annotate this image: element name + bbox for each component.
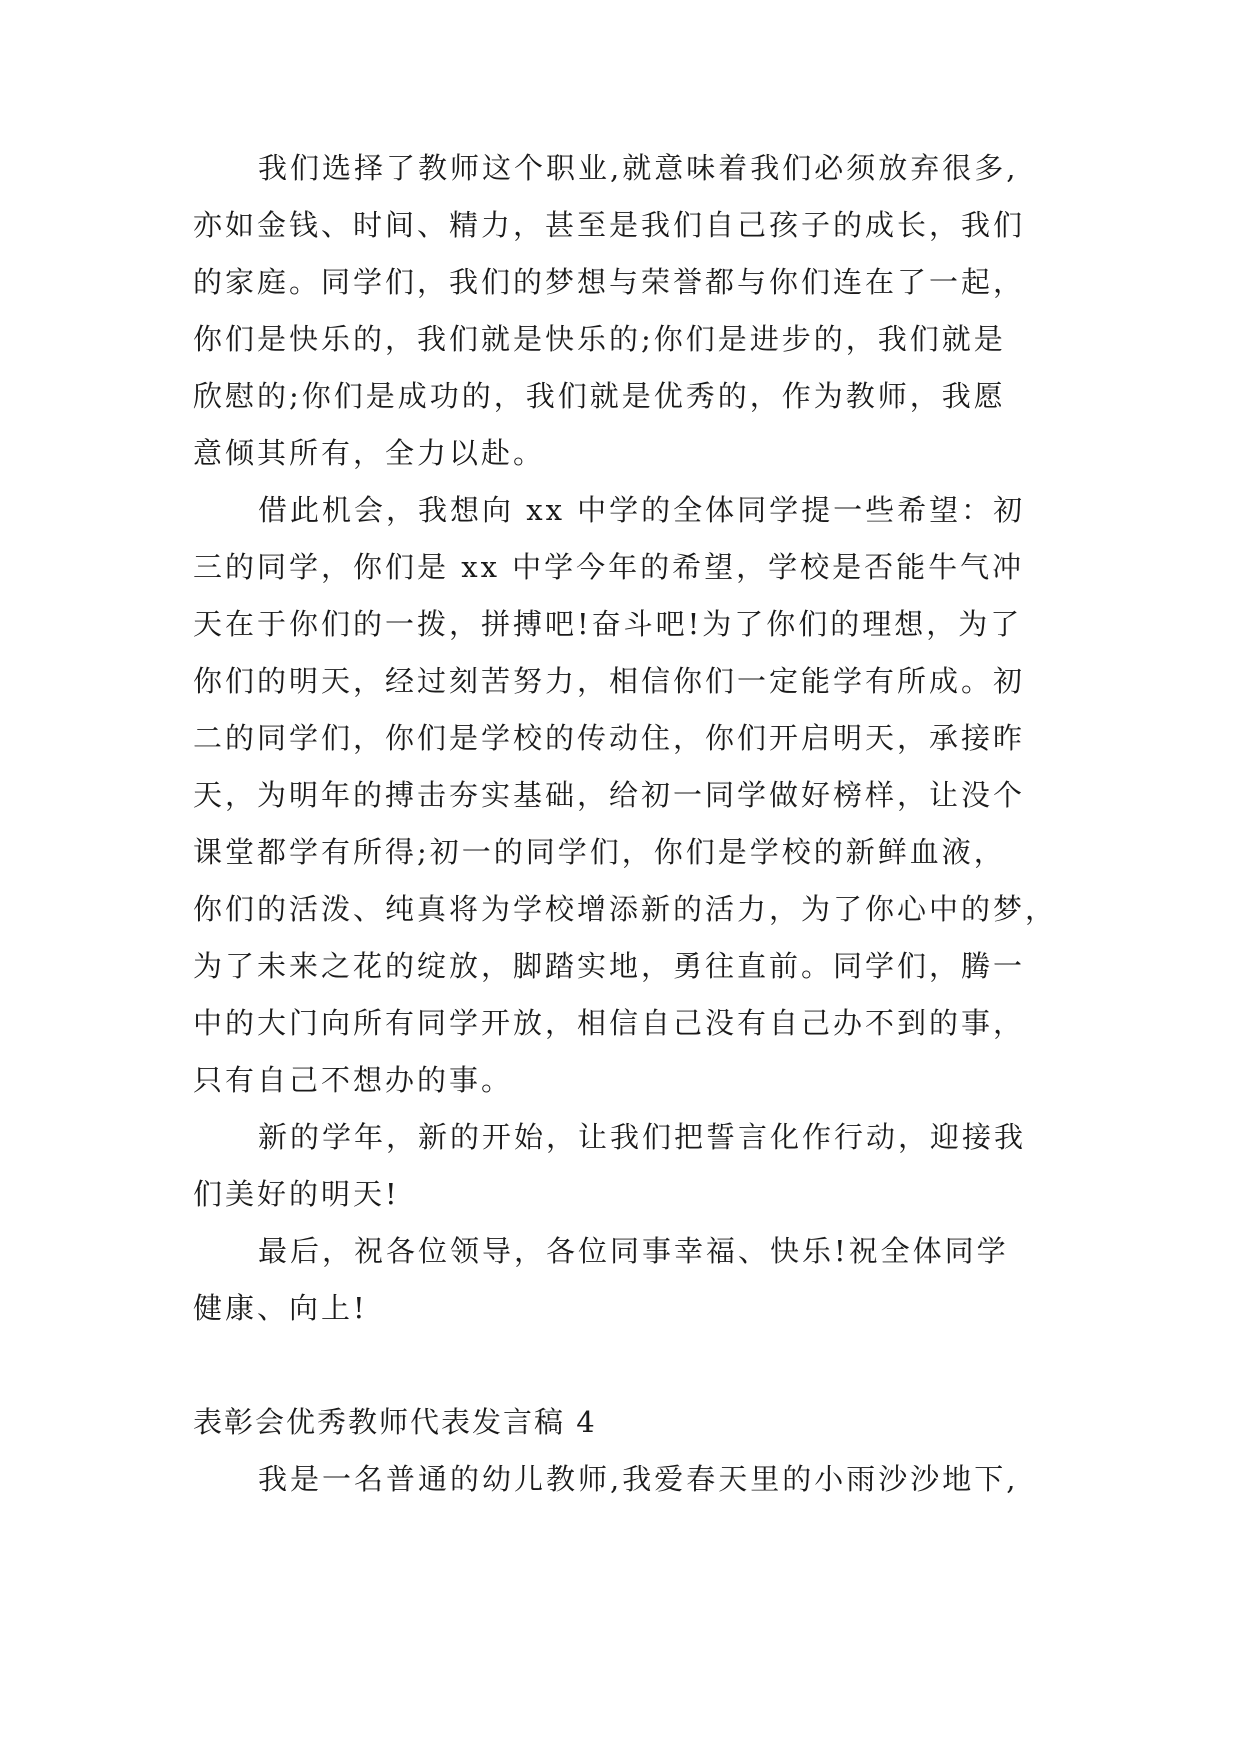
paragraph-line: 你们的明天，经过刻苦努力，相信你们一定能学有所成。初	[193, 664, 1026, 698]
paragraph-line: 课堂都学有所得;初一的同学们，你们是学校的新鲜血液，	[193, 835, 1006, 869]
paragraph-line: 为了未来之花的绽放，脚踏实地，勇往直前。同学们，腾一	[193, 949, 1026, 983]
paragraph-line: 们美好的明天!	[193, 1177, 400, 1211]
paragraph-line: 天，为明年的搏击夯实基础，给初一同学做好榜样，让没个	[193, 778, 1026, 812]
paragraph-line: 我们选择了教师这个职业,就意味着我们必须放弃很多,	[258, 151, 1019, 185]
paragraph-line: 欣慰的;你们是成功的，我们就是优秀的，作为教师，我愿	[193, 379, 1006, 413]
paragraph-line: 我是一名普通的幼儿教师,我爱春天里的小雨沙沙地下,	[258, 1462, 1019, 1496]
paragraph-line: 中的大门向所有同学开放，相信自己没有自己办不到的事，	[193, 1006, 1026, 1040]
paragraph-line: 借此机会，我想向 xx 中学的全体同学提一些希望：初	[258, 493, 1026, 527]
paragraph-line: 你们是快乐的，我们就是快乐的;你们是进步的，我们就是	[193, 322, 1006, 356]
paragraph-line: 你们的活泼、纯真将为学校增添新的活力，为了你心中的梦，	[193, 892, 1058, 926]
paragraph-line: 只有自己不想办的事。	[193, 1063, 514, 1097]
paragraph-line: 最后，祝各位领导，各位同事幸福、快乐!祝全体同学	[258, 1234, 1009, 1268]
paragraph-line: 天在于你们的一拨，拼搏吧!奋斗吧!为了你们的理想，为了	[193, 607, 1023, 641]
paragraph-line: 二的同学们，你们是学校的传动住，你们开启明天，承接昨	[193, 721, 1026, 755]
paragraph-line: 新的学年，新的开始，让我们把誓言化作行动，迎接我	[258, 1120, 1027, 1154]
paragraph-line: 亦如金钱、时间、精力，甚至是我们自己孩子的成长，我们	[193, 208, 1026, 242]
paragraph-line: 健康、向上!	[193, 1291, 368, 1325]
paragraph-line: 三的同学，你们是 xx 中学今年的希望，学校是否能牛气冲	[193, 550, 1025, 584]
paragraph-line: 的家庭。同学们，我们的梦想与荣誉都与你们连在了一起，	[193, 265, 1026, 299]
section-title: 表彰会优秀教师代表发言稿 4	[193, 1405, 597, 1439]
paragraph-line: 意倾其所有，全力以赴。	[193, 436, 546, 470]
